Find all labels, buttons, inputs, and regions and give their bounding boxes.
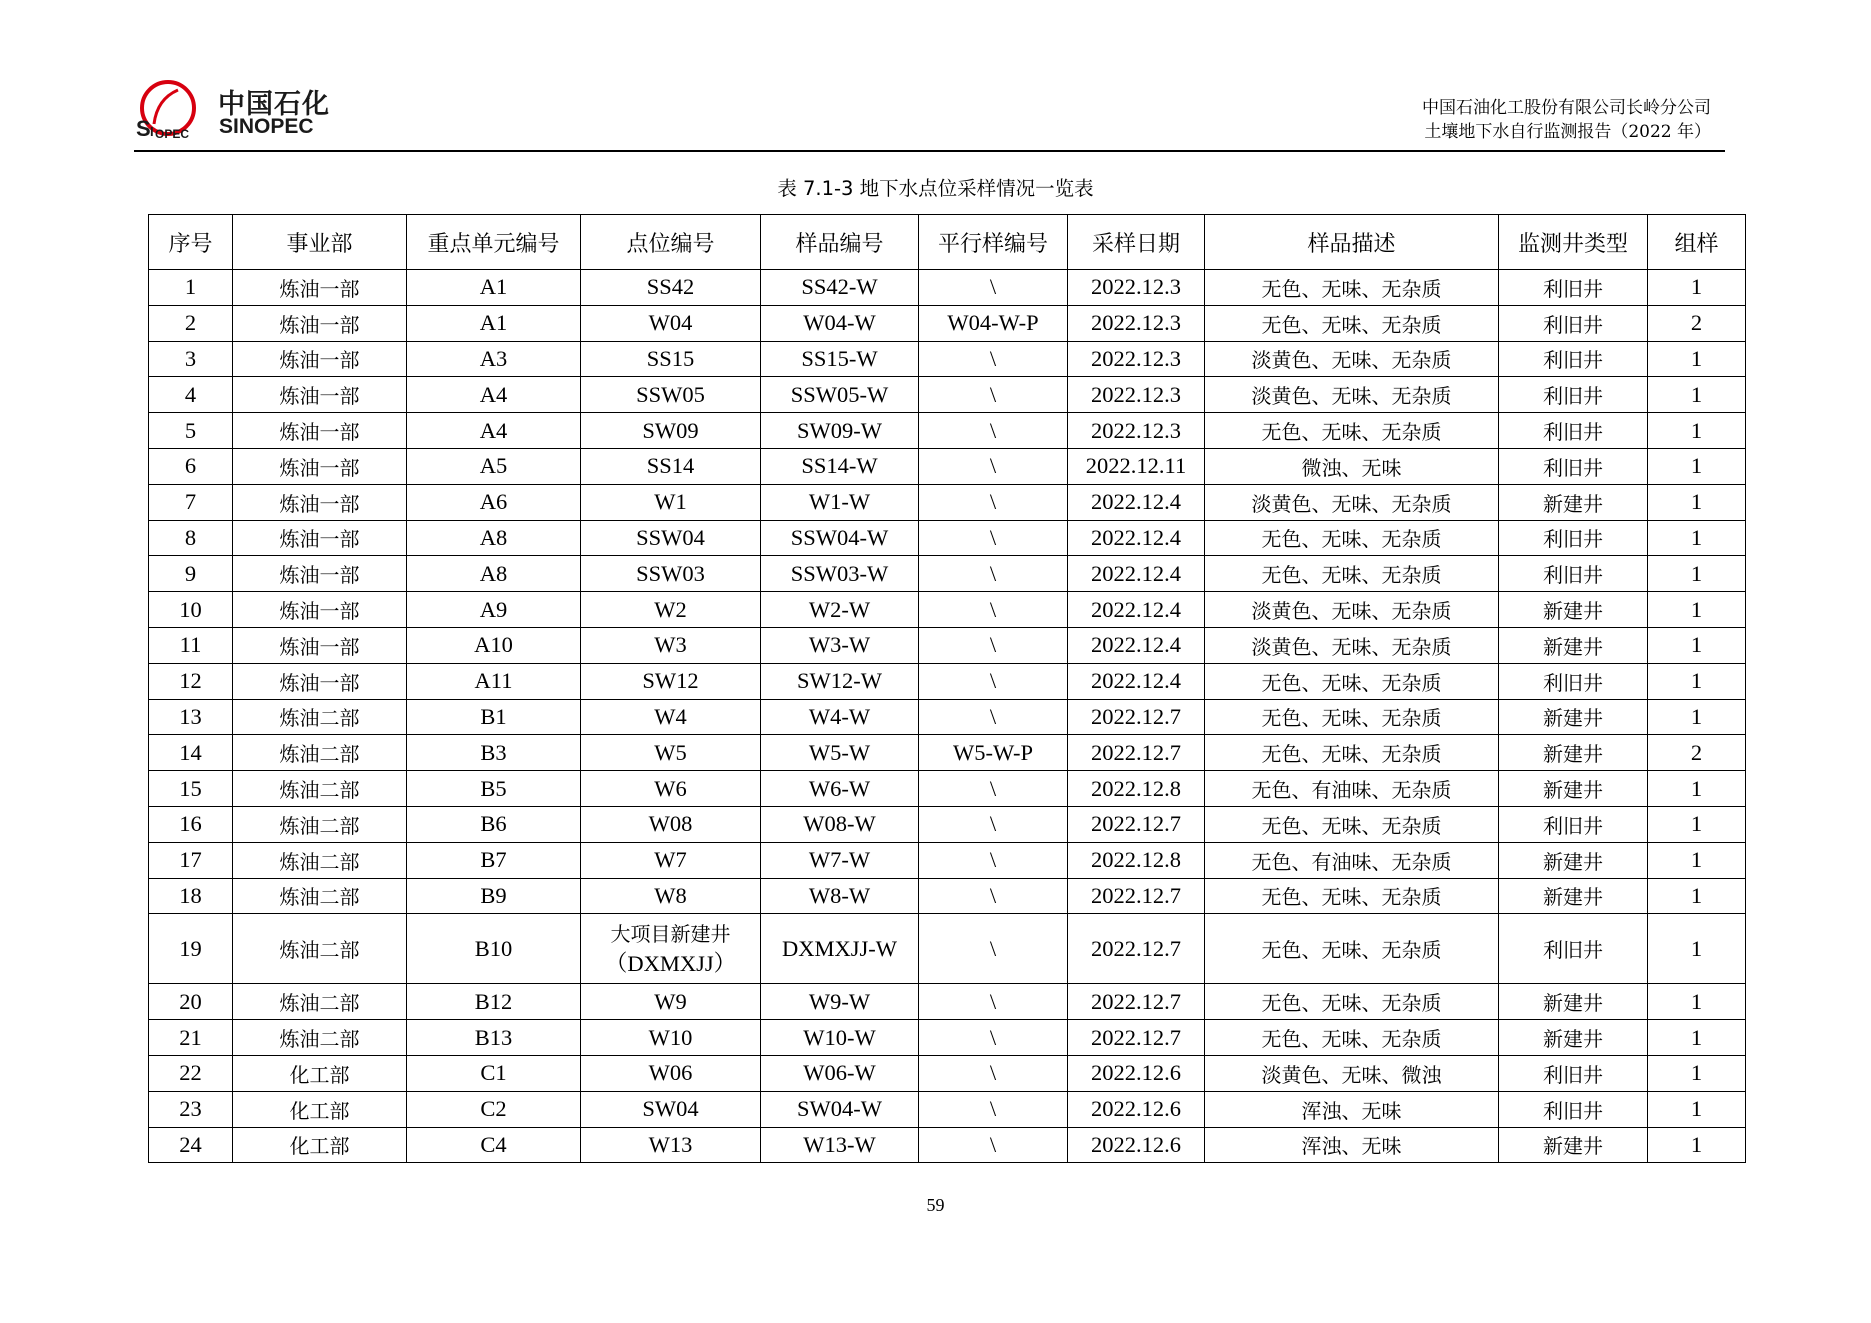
cell-point (581, 914, 761, 984)
cell-date: 2022.12.7 (1068, 806, 1205, 842)
cell-date: 2022.12.3 (1068, 270, 1205, 306)
cell-group: 2 (1648, 735, 1746, 771)
cell-department: 炼油二部 (233, 842, 407, 878)
cell-group: 1 (1648, 413, 1746, 449)
cell-point: W1 (581, 484, 761, 520)
svg-text:OPEC: OPEC (155, 127, 190, 141)
cell-well-type: 新建井 (1499, 484, 1648, 520)
cell-parallel: \ (919, 520, 1068, 556)
cell-seq: 16 (149, 806, 233, 842)
cell-well-type: 新建井 (1499, 735, 1648, 771)
cell-point: W7 (581, 842, 761, 878)
cell-group: 1 (1648, 627, 1746, 663)
cell-date: 2022.12.3 (1068, 305, 1205, 341)
sampling-table (148, 214, 1746, 1163)
cell-description: 无色、无味、无杂质 (1205, 1020, 1499, 1056)
cell-department: 炼油一部 (233, 377, 407, 413)
cell-description: 淡黄色、无味、无杂质 (1205, 484, 1499, 520)
cell-group: 1 (1648, 1091, 1746, 1127)
table-row (149, 520, 1746, 556)
table-row (149, 413, 1746, 449)
cell-sample: W3-W (761, 627, 919, 663)
col-header-sample: 样品编号 (761, 215, 919, 270)
table-row (149, 699, 1746, 735)
cell-well-type: 利旧井 (1499, 270, 1648, 306)
cell-well-type: 利旧井 (1499, 413, 1648, 449)
cell-seq: 23 (149, 1091, 233, 1127)
table-row (149, 914, 1746, 984)
cell-point: W8 (581, 878, 761, 914)
col-header-parallel: 平行样编号 (919, 215, 1068, 270)
cell-unit: A10 (407, 627, 581, 663)
cell-parallel: \ (919, 341, 1068, 377)
svg-text:I: I (150, 124, 154, 139)
cell-well-type: 利旧井 (1499, 556, 1648, 592)
cell-group: 1 (1648, 270, 1746, 306)
table-row (149, 806, 1746, 842)
cell-description: 无色、无味、无杂质 (1205, 984, 1499, 1020)
cell-sample: W4-W (761, 699, 919, 735)
table-header-row (149, 215, 1746, 270)
page-header (134, 78, 1725, 152)
cell-parallel: \ (919, 627, 1068, 663)
cell-description: 无色、无味、无杂质 (1205, 413, 1499, 449)
cell-well-type: 利旧井 (1499, 341, 1648, 377)
cell-seq: 22 (149, 1055, 233, 1091)
cell-department: 化工部 (233, 1055, 407, 1091)
cell-point: SW04 (581, 1091, 761, 1127)
cell-unit: A3 (407, 341, 581, 377)
sinopec-logo (134, 78, 334, 148)
cell-well-type: 利旧井 (1499, 663, 1648, 699)
table-row (149, 448, 1746, 484)
cell-parallel: \ (919, 771, 1068, 807)
cell-unit: B6 (407, 806, 581, 842)
cell-unit: A9 (407, 592, 581, 628)
cell-description: 无色、无味、无杂质 (1205, 663, 1499, 699)
cell-description: 无色、无味、无杂质 (1205, 806, 1499, 842)
table-row (149, 592, 1746, 628)
cell-point: W10 (581, 1020, 761, 1056)
cell-description: 无色、无味、无杂质 (1205, 914, 1499, 984)
cell-seq: 4 (149, 377, 233, 413)
cell-description: 微浊、无味 (1205, 448, 1499, 484)
cell-sample: W5-W (761, 735, 919, 771)
cell-well-type: 新建井 (1499, 1020, 1648, 1056)
cell-unit: A1 (407, 305, 581, 341)
table-row (149, 270, 1746, 306)
cell-description: 无色、无味、无杂质 (1205, 556, 1499, 592)
cell-point: SS42 (581, 270, 761, 306)
page-number: 59 (926, 1195, 945, 1215)
cell-parallel: \ (919, 556, 1068, 592)
cell-date: 2022.12.3 (1068, 413, 1205, 449)
table-row (149, 627, 1746, 663)
cell-sample: W04-W (761, 305, 919, 341)
cell-department: 炼油二部 (233, 699, 407, 735)
cell-department: 炼油一部 (233, 592, 407, 628)
logo-chinese-name: 中国石化 (218, 89, 330, 120)
cell-unit: C4 (407, 1127, 581, 1163)
logo-english-name: SINOPEC (219, 115, 314, 138)
col-header-unit: 重点单元编号 (407, 215, 581, 270)
cell-point: W04 (581, 305, 761, 341)
cell-group: 1 (1648, 663, 1746, 699)
cell-description: 无色、无味、无杂质 (1205, 878, 1499, 914)
cell-group: 1 (1648, 556, 1746, 592)
cell-group: 1 (1648, 878, 1746, 914)
cell-point: SS15 (581, 341, 761, 377)
cell-parallel: W5-W-P (919, 735, 1068, 771)
cell-unit: B5 (407, 771, 581, 807)
col-header-department: 事业部 (233, 215, 407, 270)
cell-description: 淡黄色、无味、微浊 (1205, 1055, 1499, 1091)
cell-seq: 15 (149, 771, 233, 807)
cell-sample: SS14-W (761, 448, 919, 484)
cell-department: 炼油二部 (233, 984, 407, 1020)
table-row (149, 377, 1746, 413)
cell-sample: W06-W (761, 1055, 919, 1091)
point-code-line: （DXMXJJ） (604, 950, 737, 976)
cell-department: 炼油一部 (233, 556, 407, 592)
cell-point: SS14 (581, 448, 761, 484)
cell-sample: SSW03-W (761, 556, 919, 592)
cell-unit: B12 (407, 984, 581, 1020)
cell-sample: SSW05-W (761, 377, 919, 413)
cell-sample: W1-W (761, 484, 919, 520)
cell-parallel: \ (919, 270, 1068, 306)
cell-sample: DXMXJJ-W (761, 914, 919, 984)
cell-group: 1 (1648, 699, 1746, 735)
cell-unit: B13 (407, 1020, 581, 1056)
cell-well-type: 新建井 (1499, 878, 1648, 914)
cell-well-type: 利旧井 (1499, 806, 1648, 842)
cell-date: 2022.12.4 (1068, 592, 1205, 628)
cell-date: 2022.12.7 (1068, 1020, 1205, 1056)
table-row (149, 484, 1746, 520)
cell-parallel: \ (919, 1055, 1068, 1091)
cell-sample: SS42-W (761, 270, 919, 306)
cell-parallel: \ (919, 984, 1068, 1020)
cell-seq: 9 (149, 556, 233, 592)
cell-point: W4 (581, 699, 761, 735)
cell-point: W08 (581, 806, 761, 842)
cell-group: 1 (1648, 1127, 1746, 1163)
cell-date: 2022.12.8 (1068, 842, 1205, 878)
table-row (149, 556, 1746, 592)
cell-department: 炼油二部 (233, 771, 407, 807)
sinopec-emblem-icon (134, 78, 218, 142)
col-header-description: 样品描述 (1205, 215, 1499, 270)
cell-parallel: \ (919, 1127, 1068, 1163)
cell-seq: 3 (149, 341, 233, 377)
cell-parallel: \ (919, 448, 1068, 484)
cell-group: 1 (1648, 842, 1746, 878)
cell-unit: A4 (407, 377, 581, 413)
cell-department: 炼油一部 (233, 413, 407, 449)
cell-sample: SSW04-W (761, 520, 919, 556)
cell-group: 1 (1648, 484, 1746, 520)
cell-department: 化工部 (233, 1127, 407, 1163)
table-row (149, 878, 1746, 914)
cell-parallel: \ (919, 914, 1068, 984)
cell-date: 2022.12.3 (1068, 341, 1205, 377)
cell-date: 2022.12.6 (1068, 1091, 1205, 1127)
cell-group: 1 (1648, 1020, 1746, 1056)
cell-date: 2022.12.3 (1068, 377, 1205, 413)
cell-department: 炼油二部 (233, 878, 407, 914)
cell-well-type: 新建井 (1499, 699, 1648, 735)
table-row (149, 341, 1746, 377)
cell-group: 1 (1648, 771, 1746, 807)
table-row (149, 842, 1746, 878)
cell-date: 2022.12.6 (1068, 1127, 1205, 1163)
cell-unit: A8 (407, 520, 581, 556)
col-header-point: 点位编号 (581, 215, 761, 270)
company-name: 中国石油化工股份有限公司长岭分公司 (1422, 98, 1711, 118)
cell-sample: W08-W (761, 806, 919, 842)
cell-seq: 20 (149, 984, 233, 1020)
svg-text:S: S (136, 116, 151, 141)
cell-group: 1 (1648, 377, 1746, 413)
cell-well-type: 利旧井 (1499, 377, 1648, 413)
cell-group: 1 (1648, 806, 1746, 842)
cell-description: 无色、有油味、无杂质 (1205, 842, 1499, 878)
cell-group: 1 (1648, 984, 1746, 1020)
cell-description: 淡黄色、无味、无杂质 (1205, 377, 1499, 413)
col-header-seq: 序号 (149, 215, 233, 270)
cell-sample: SW04-W (761, 1091, 919, 1127)
cell-well-type: 新建井 (1499, 592, 1648, 628)
cell-unit: A4 (407, 413, 581, 449)
cell-point: SW12 (581, 663, 761, 699)
cell-department: 炼油二部 (233, 806, 407, 842)
table-row (149, 984, 1746, 1020)
cell-point: W5 (581, 735, 761, 771)
cell-point: W13 (581, 1127, 761, 1163)
cell-point: W9 (581, 984, 761, 1020)
cell-date: 2022.12.7 (1068, 984, 1205, 1020)
cell-department: 炼油一部 (233, 270, 407, 306)
cell-description: 无色、无味、无杂质 (1205, 520, 1499, 556)
cell-point: W6 (581, 771, 761, 807)
cell-sample: W6-W (761, 771, 919, 807)
cell-description: 浑浊、无味 (1205, 1091, 1499, 1127)
table-row (149, 735, 1746, 771)
cell-seq: 2 (149, 305, 233, 341)
cell-date: 2022.12.11 (1068, 448, 1205, 484)
cell-date: 2022.12.4 (1068, 556, 1205, 592)
cell-date: 2022.12.8 (1068, 771, 1205, 807)
cell-seq: 14 (149, 735, 233, 771)
cell-parallel: W04-W-P (919, 305, 1068, 341)
cell-well-type: 新建井 (1499, 771, 1648, 807)
cell-sample: W9-W (761, 984, 919, 1020)
cell-department: 炼油一部 (233, 341, 407, 377)
cell-seq: 11 (149, 627, 233, 663)
cell-department: 炼油一部 (233, 520, 407, 556)
cell-seq: 7 (149, 484, 233, 520)
cell-sample: W13-W (761, 1127, 919, 1163)
cell-point: SSW03 (581, 556, 761, 592)
cell-parallel: \ (919, 663, 1068, 699)
cell-group: 1 (1648, 520, 1746, 556)
cell-description: 无色、无味、无杂质 (1205, 270, 1499, 306)
cell-department: 炼油一部 (233, 663, 407, 699)
cell-date: 2022.12.7 (1068, 699, 1205, 735)
cell-department: 化工部 (233, 1091, 407, 1127)
cell-description: 淡黄色、无味、无杂质 (1205, 341, 1499, 377)
cell-unit: A6 (407, 484, 581, 520)
cell-date: 2022.12.4 (1068, 663, 1205, 699)
col-header-date: 采样日期 (1068, 215, 1205, 270)
cell-point: SSW04 (581, 520, 761, 556)
cell-seq: 6 (149, 448, 233, 484)
cell-seq: 1 (149, 270, 233, 306)
cell-parallel: \ (919, 413, 1068, 449)
table-row (149, 663, 1746, 699)
cell-sample: SW12-W (761, 663, 919, 699)
cell-parallel: \ (919, 878, 1068, 914)
cell-seq: 21 (149, 1020, 233, 1056)
cell-seq: 18 (149, 878, 233, 914)
cell-unit: A5 (407, 448, 581, 484)
cell-description: 无色、无味、无杂质 (1205, 305, 1499, 341)
cell-unit: A1 (407, 270, 581, 306)
cell-seq: 13 (149, 699, 233, 735)
cell-description: 无色、无味、无杂质 (1205, 735, 1499, 771)
cell-well-type: 利旧井 (1499, 914, 1648, 984)
cell-group: 1 (1648, 341, 1746, 377)
col-header-well-type: 监测井类型 (1499, 215, 1648, 270)
cell-point: W2 (581, 592, 761, 628)
cell-seq: 19 (149, 914, 233, 984)
cell-unit: B7 (407, 842, 581, 878)
cell-date: 2022.12.4 (1068, 520, 1205, 556)
cell-group: 1 (1648, 592, 1746, 628)
cell-well-type: 新建井 (1499, 1127, 1648, 1163)
cell-seq: 8 (149, 520, 233, 556)
table-row (149, 1055, 1746, 1091)
table-row (149, 1127, 1746, 1163)
cell-group: 2 (1648, 305, 1746, 341)
cell-description: 淡黄色、无味、无杂质 (1205, 627, 1499, 663)
cell-date: 2022.12.7 (1068, 735, 1205, 771)
cell-point: W3 (581, 627, 761, 663)
cell-description: 无色、无味、无杂质 (1205, 699, 1499, 735)
cell-sample: SW09-W (761, 413, 919, 449)
cell-well-type: 利旧井 (1499, 448, 1648, 484)
cell-well-type: 利旧井 (1499, 1055, 1648, 1091)
cell-parallel: \ (919, 806, 1068, 842)
table-row (149, 1020, 1746, 1056)
point-name-line: 大项目新建井 (610, 921, 731, 946)
cell-seq: 24 (149, 1127, 233, 1163)
cell-date: 2022.12.4 (1068, 627, 1205, 663)
col-header-group: 组样 (1648, 215, 1746, 270)
cell-parallel: \ (919, 592, 1068, 628)
cell-unit: A11 (407, 663, 581, 699)
cell-date: 2022.12.7 (1068, 878, 1205, 914)
cell-description: 无色、有油味、无杂质 (1205, 771, 1499, 807)
cell-group: 1 (1648, 1055, 1746, 1091)
cell-department: 炼油二部 (233, 914, 407, 984)
cell-group: 1 (1648, 914, 1746, 984)
cell-seq: 5 (149, 413, 233, 449)
cell-description: 淡黄色、无味、无杂质 (1205, 592, 1499, 628)
cell-unit: B10 (407, 914, 581, 984)
cell-parallel: \ (919, 484, 1068, 520)
table-row (149, 305, 1746, 341)
cell-sample: W7-W (761, 842, 919, 878)
table-body (149, 270, 1746, 1163)
cell-well-type: 新建井 (1499, 627, 1648, 663)
cell-date: 2022.12.7 (1068, 914, 1205, 984)
cell-seq: 12 (149, 663, 233, 699)
cell-sample: W8-W (761, 878, 919, 914)
cell-date: 2022.12.6 (1068, 1055, 1205, 1091)
cell-unit: B9 (407, 878, 581, 914)
cell-department: 炼油一部 (233, 305, 407, 341)
cell-group: 1 (1648, 448, 1746, 484)
cell-parallel: \ (919, 842, 1068, 878)
company-info (1422, 96, 1711, 144)
cell-department: 炼油一部 (233, 448, 407, 484)
cell-parallel: \ (919, 377, 1068, 413)
cell-department: 炼油二部 (233, 735, 407, 771)
cell-date: 2022.12.4 (1068, 484, 1205, 520)
cell-description: 浑浊、无味 (1205, 1127, 1499, 1163)
cell-well-type: 新建井 (1499, 984, 1648, 1020)
cell-well-type: 利旧井 (1499, 1091, 1648, 1127)
cell-sample: W2-W (761, 592, 919, 628)
cell-unit: C2 (407, 1091, 581, 1127)
table-row (149, 1091, 1746, 1127)
table-row (149, 771, 1746, 807)
cell-point: W06 (581, 1055, 761, 1091)
cell-sample: SS15-W (761, 341, 919, 377)
cell-department: 炼油一部 (233, 484, 407, 520)
cell-seq: 10 (149, 592, 233, 628)
cell-department: 炼油一部 (233, 627, 407, 663)
cell-seq: 17 (149, 842, 233, 878)
cell-parallel: \ (919, 699, 1068, 735)
cell-well-type: 利旧井 (1499, 520, 1648, 556)
report-name: 土壤地下水自行监测报告（2022 年） (1424, 122, 1711, 142)
cell-parallel: \ (919, 1020, 1068, 1056)
cell-unit: B3 (407, 735, 581, 771)
cell-point: SSW05 (581, 377, 761, 413)
cell-unit: B1 (407, 699, 581, 735)
cell-unit: A8 (407, 556, 581, 592)
cell-sample: W10-W (761, 1020, 919, 1056)
cell-department: 炼油二部 (233, 1020, 407, 1056)
cell-well-type: 利旧井 (1499, 305, 1648, 341)
cell-well-type: 新建井 (1499, 842, 1648, 878)
cell-parallel: \ (919, 1091, 1068, 1127)
table-title: 表 7.1-3 地下水点位采样情况一览表 (777, 177, 1094, 200)
cell-point: SW09 (581, 413, 761, 449)
cell-unit: C1 (407, 1055, 581, 1091)
